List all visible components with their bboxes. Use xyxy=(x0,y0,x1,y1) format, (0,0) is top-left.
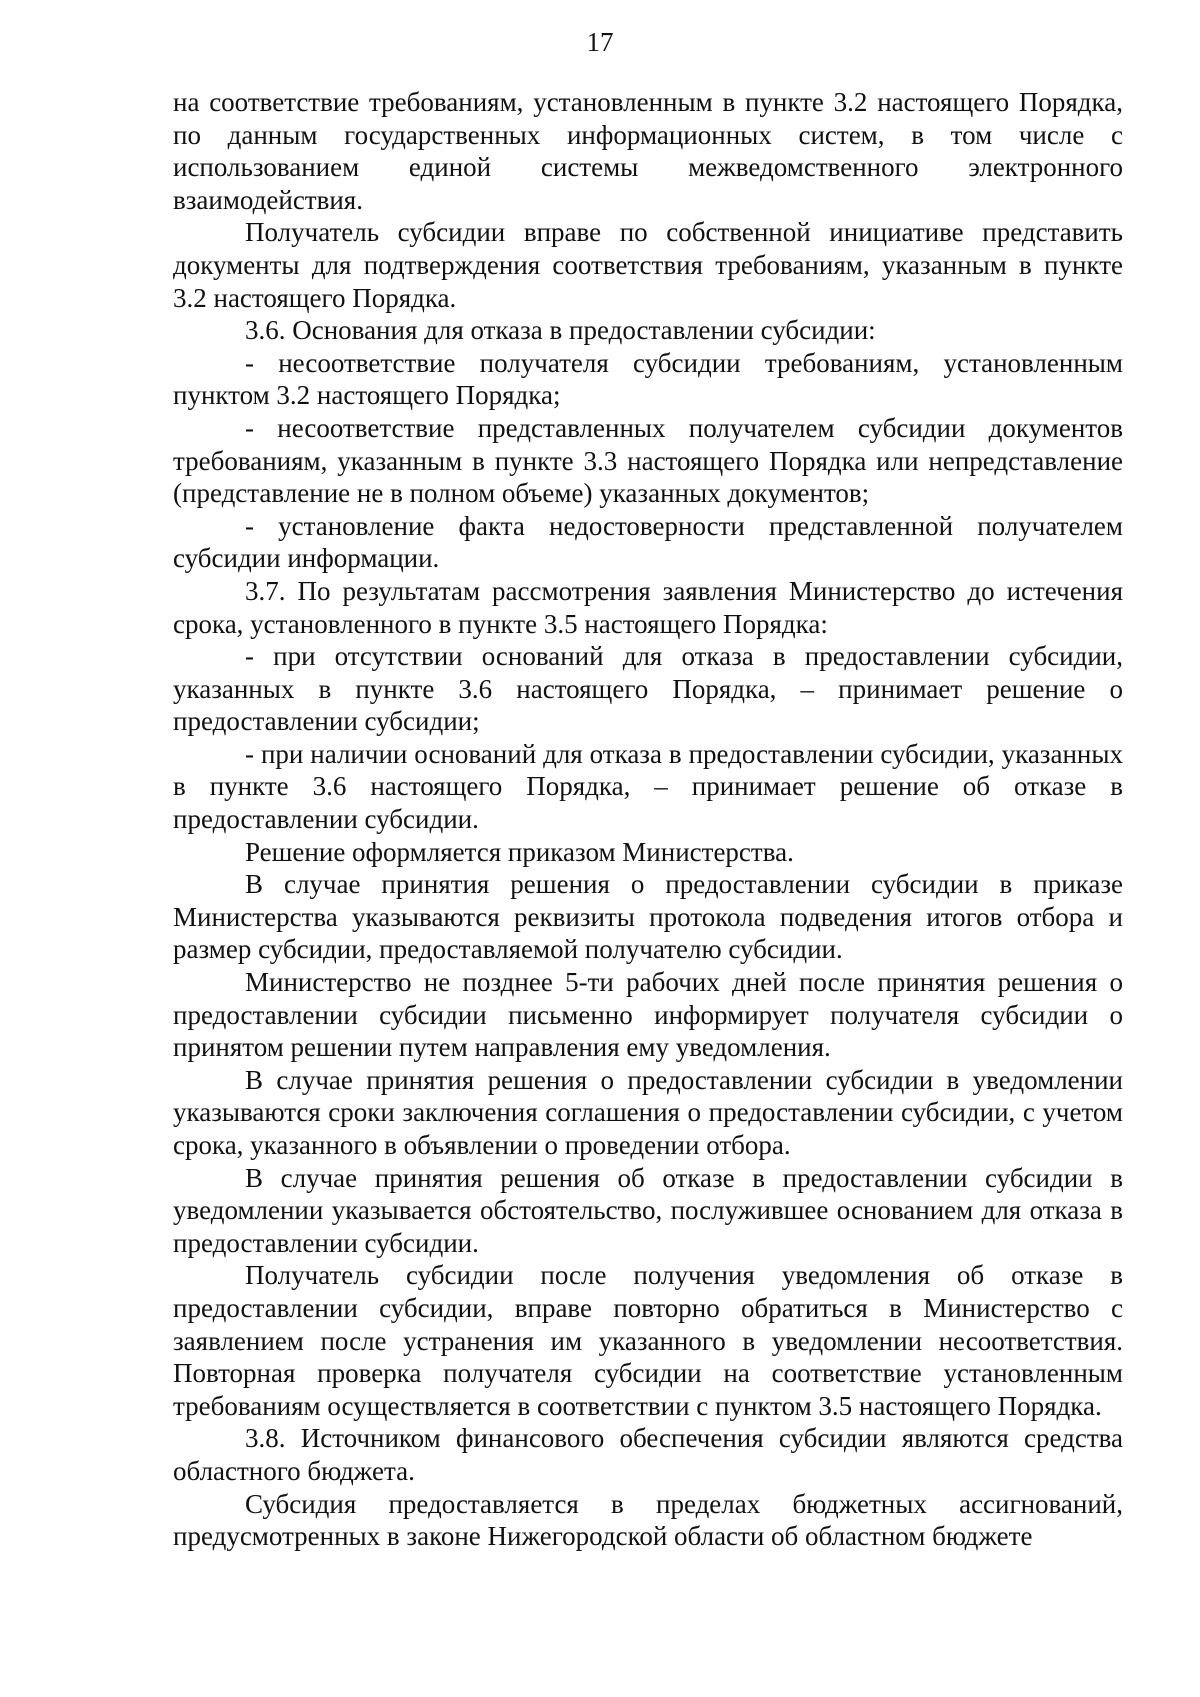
paragraph: Получатель субсидии вправе по собственной инициативе представить документы для подтверждения соответствия требованиям, указанным в пункте 3.2 настоящего Порядка. xyxy=(173,217,1123,313)
paragraph: Министерство не позднее 5-ти рабочих дней после принятия решения о предоставлении субсидии письменно информирует получателя субсидии о принятом решении путем направления ему уведомления. xyxy=(173,967,1123,1063)
paragraph: - при наличии оснований для отказа в предоставлении субсидии, указанных в пункте 3.6 настоящего Порядка, – принимает решение об отказе в предоставлении субсидии. xyxy=(173,738,1123,835)
paragraph: на соответствие требованиям, установленным в пункте 3.2 настоящего Порядка, по данным государственных информационных систем, в том числе с использованием единой системы межведомственного электронного взаимодействия. xyxy=(173,87,1123,215)
paragraph: Решение оформляется приказом Министерства. xyxy=(245,836,794,867)
paragraph: В случае принятия решения об отказе в предоставлении субсидии в уведомлении указывается обстоятельство, послужившее основанием для отказа в предоставлении субсидии. xyxy=(173,1162,1123,1258)
paragraph: - несоответствие представленных получателем субсидии документов требованиям, указанным в пункте 3.3 настоящего Порядка или непредставление (представление не в полном объеме) указанных документов; xyxy=(173,412,1123,509)
paragraph: В случае принятия решения о предоставлении субсидии в приказе Министерства указываются реквизиты протокола подведения итогов отбора и размер субсидии, предоставляемой получателю субсидии. xyxy=(173,869,1123,965)
paragraph: 3.6. Основания для отказа в предоставлении субсидии: xyxy=(245,315,876,346)
page-number: 17 xyxy=(586,27,614,57)
paragraph: - установление факта недостоверности представленной получателем субсидии информации. xyxy=(173,510,1123,574)
paragraph: 3.7. По результатам рассмотрения заявления Министерство до истечения срока, установленного в пункте 3.5 настоящего Порядка: xyxy=(173,575,1123,639)
document-body xyxy=(173,86,1123,1553)
paragraph: В случае принятия решения о предоставлении субсидии в уведомлении указываются сроки заключения соглашения о предоставлении субсидии, с учетом срока, указанного в объявлении о проведении отбора. xyxy=(173,1064,1123,1160)
paragraph: Субсидия предоставляется в пределах бюджетных ассигнований, предусмотренных в законе Нижегородской области об областном бюджете xyxy=(173,1488,1123,1552)
paragraph: Получатель субсидии после получения уведомления об отказе в предоставлении субсидии, вправе повторно обратиться в Министерство с заявлением после устранения им указанного в уведомлении несоответствия. Повторная проверка получателя субсидии на соответствие установленным требованиям осуществляется в соответствии с пунктом 3.5 настоящего Порядка. xyxy=(173,1260,1123,1421)
paragraph: - при отсутствии оснований для отказа в предоставлении субсидии, указанных в пункте 3.6 настоящего Порядка, – принимает решение о предоставлении субсидии; xyxy=(173,641,1123,737)
paragraph: - несоответствие получателя субсидии требованиям, установленным пунктом 3.2 настоящего Порядка; xyxy=(173,347,1123,411)
paragraph: 3.8. Источником финансового обеспечения субсидии являются средства областного бюджета. xyxy=(173,1423,1123,1486)
